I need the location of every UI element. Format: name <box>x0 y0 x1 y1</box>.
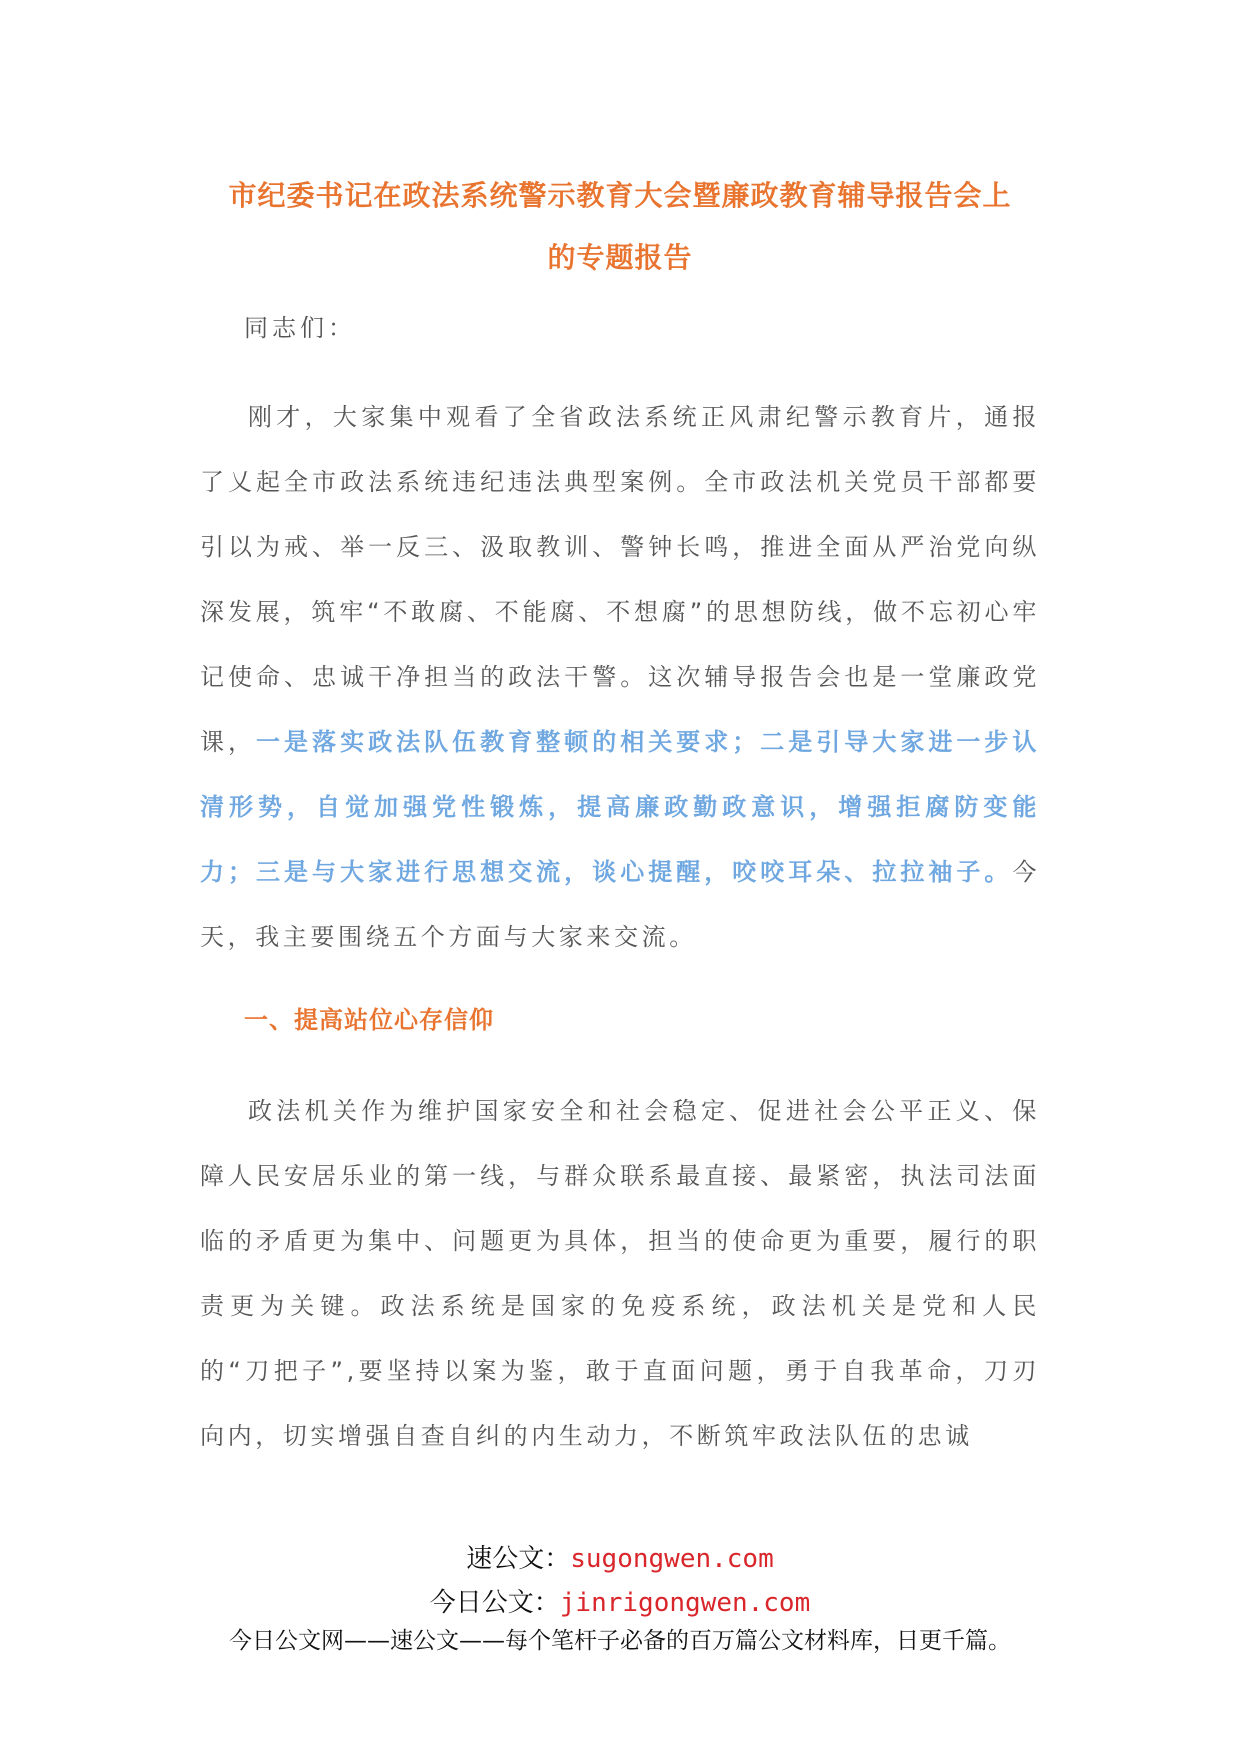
paragraph-intro <box>200 385 1040 970</box>
footer-label-2: 今日公文： <box>429 1588 560 1618</box>
footer-line-1 <box>0 1538 1240 1575</box>
document-title-line2: 的专题报告 <box>547 241 693 274</box>
document-title-line1: 市纪委书记在政法系统警示教育大会暨廉政教育辅导报告会上 <box>228 179 1012 212</box>
footer-label-1: 速公文： <box>466 1544 571 1574</box>
paragraph-section-1: 政法机关作为维护国家安全和社会稳定、促进社会公平正义、保障人民安居乐业的第一线，与群众联系最直接、最紧密，执法司法面临的矛盾更为集中、问题更为具体，担当的使命更为重要，履行的职责更为关键。政法系统是国家的免疫系统，政法机关是党和人民的“刀把子”,要坚持以案为鉴，敢于直面问题，勇于自我革命，刀刃向内，切实增强自查自纠的内生动力，不断筑牢政法队伍的忠诚 <box>200 1097 1040 1450</box>
footer-link-jinrigongwen[interactable]: jinrigongwen.com <box>559 1588 811 1618</box>
section-heading-1: 一、提高站位心存信仰 <box>244 1006 494 1034</box>
footer-slogan: 今日公文网——速公文——每个笔杆子必备的百万篇公文材料库，日更千篇。 <box>229 1628 1011 1654</box>
footer-link-sugongwen[interactable]: sugongwen.com <box>570 1544 774 1574</box>
paragraph-intro-tail: 今天，我主要围绕五个方面与大家来交流。 <box>200 858 1040 951</box>
paragraph-intro-lead: 刚才，大家集中观看了全省政法系统正风肃纪警示教育片，通报了乂起全市政法系统违纪违法典型案例。全市政法机关党员干部都要引以为戒、举一反三、汲取教训、警钟长鸣，推进全面从严治党向纵深发展，筑牢“不敢腐、不能腐、不想腐”的思想防线，做不忘初心牢记使命、忠诚干净担当的政法干警。这次辅导报告会也是一堂廉政党课， <box>200 403 1040 756</box>
paragraph-intro-highlight: 一是落实政法队伍教育整顿的相关要求；二是引导大家进一步认清形势，自觉加强党性锻炼，提高廉政勤政意识，增强拒腐防变能力；三是与大家进行思想交流，谈心提醒，咬咬耳朵、拉拉袖子。 <box>200 728 1040 886</box>
salutation: 同志们： <box>244 314 356 342</box>
footer-line-2 <box>0 1582 1240 1619</box>
